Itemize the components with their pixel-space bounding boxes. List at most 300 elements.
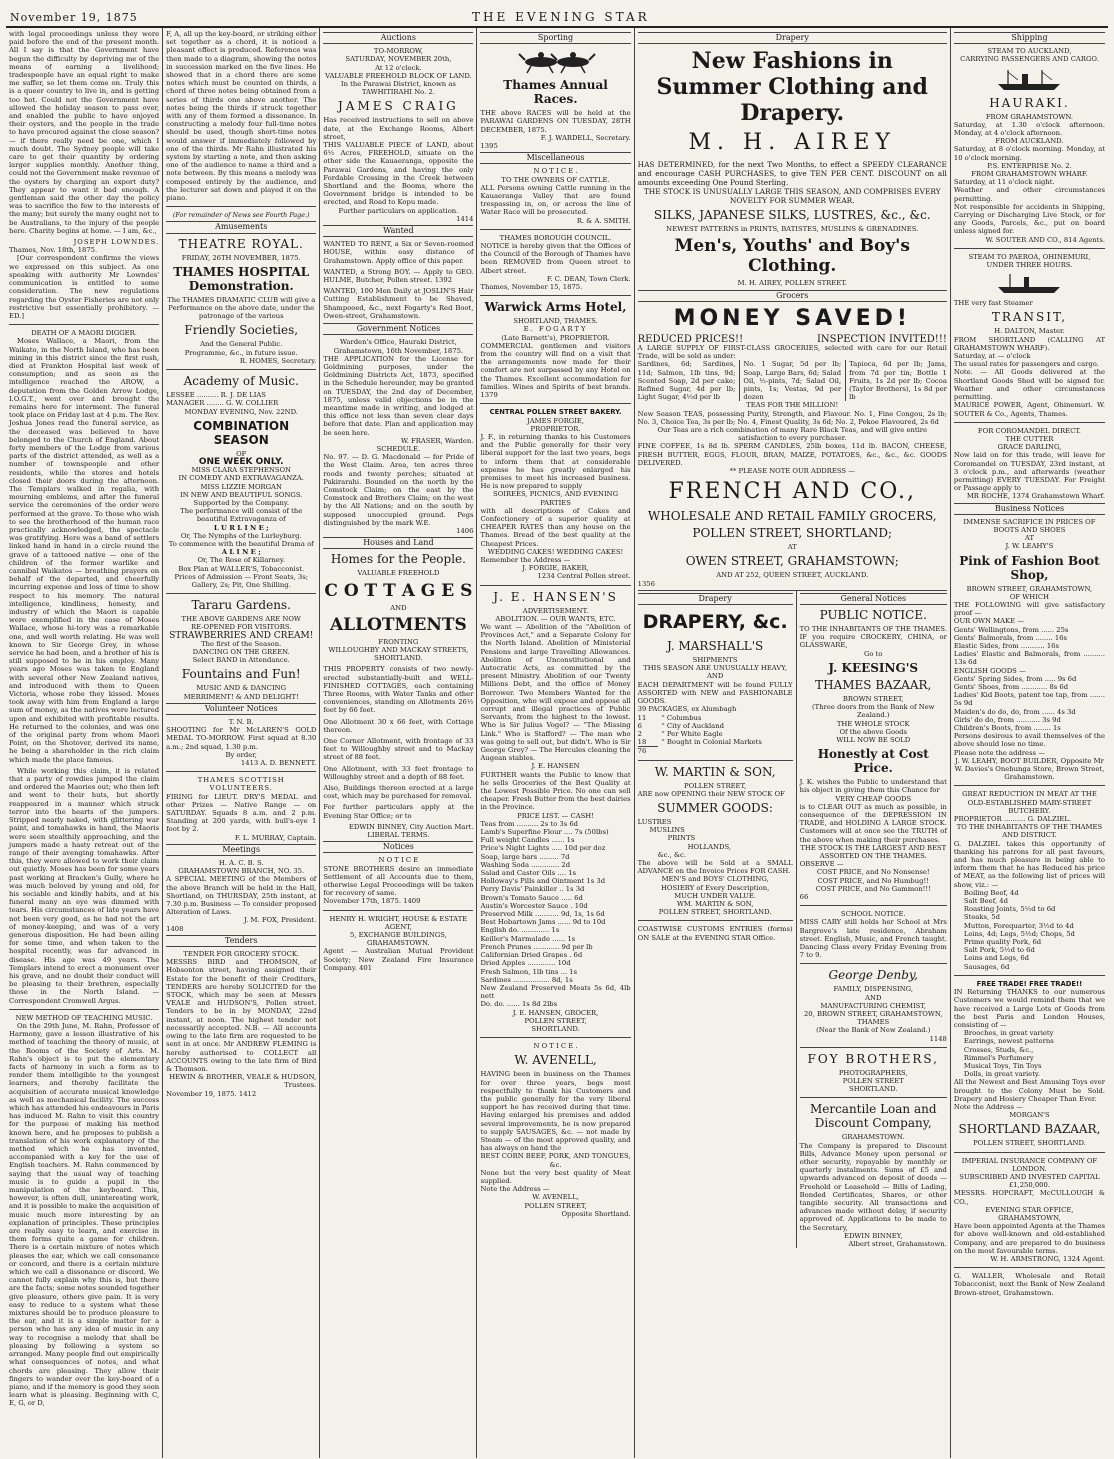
ad-heading: C O T T A G E S (324, 580, 473, 601)
ad-heading: STEAM TO PAEROA, OHINEMURI, UNDER THREE HOURS. (968, 252, 1091, 270)
section-header-meetings: Meetings (166, 844, 316, 856)
ad-heading: N O T I C E . (533, 1042, 578, 1051)
ad-text: MISS CARY still holds her School at Mrs Bargrove's late residence, Abraham street. English, Music, and French taught. Dancing Class every Friday Evening from 7 to 9. (799, 918, 947, 960)
article-text: On the 29th June, M. Rahn, Professor of Harmony, gave a lesson illustrative of his method of teaching the theory of music, at the Rooms of the Society of Arts. M. Rahn's object is to put the elementary facts of harmony in such a form as to render them intelligible to the youngest learners, and thereby facilitate the acquisition of accurate musical knowledge as well as mechanical facility. The success which has attended his endeavours in Paris has induced M. Rahn to visit this country for the purpose of making his method known here, and he proposes to publish a translation of his work explanatory of the method which he has invented, accompanied with a key for the use of English teachers. M. Rahn commenced by saying that the usual way of teaching music is to guide a pupil in the manipulation of the keyboard. This, however, is often dull, uninteresting work, and it is possible to make the acquisition of music much more interesting by an explanation of principles. These principles are really easy to learn, and exercise in them forms quite a game for children. There is a certain mixture of notes which pleases the ear, which we call consonance or concord, and there is a certain mixture which we call a dissonance or discord. We cannot fully explain why this is, but there are the facts; some notes sounded together give pleasure, others give pain. It is very easy to reduce to a system what these mixtures should be to produce pleasure to the ear, and it is a simple matter for a person who has any idea of music in any way to recognise a melody that shall be pleasing by following a system so arranged. Many people find out empirically what consequences of notes, and what chords are pleasing. They allow their fingers to wander over the key-board of a piano, and if the memory is good they soon learn what is pleasing. Beginning with C, E, G, or D, (9, 1021, 160, 1408)
ad-text: SHORTLAND, THAMES. (513, 317, 598, 326)
meat-price-item: Roasting Joints, 5½d to 6d (963, 905, 1056, 914)
shipment-row (638, 730, 793, 738)
ad-signature: 1413 A. D. BENNETT. (240, 759, 317, 767)
ad-text: WILL NOW BE SOLD (836, 735, 911, 744)
ad-text: SATURDAY, NOVEMBER 20th, (345, 55, 452, 64)
shipment-count: 2 (637, 729, 642, 738)
ad-heading: N O T I C E . (533, 167, 578, 176)
ad-heading: MONEY SAVED! (673, 305, 911, 331)
ad-heading: Thames Annual Races. (503, 78, 608, 107)
ad-text: Opposite Shortland. (561, 1209, 631, 1218)
column-3 (320, 28, 477, 1458)
ad-heading: IMMENSE SACRIFICE IN PRICES OF BOOTS AND SHOES (963, 517, 1096, 534)
ad-text: MESSRS BIRD and THOMSON, of Hobsonton street, having assigned their Estate for the benefit of their Creditors, TENDERS are hereby SOLICITED for the STOCK, which may be seen at Messrs VEALE and HUDSON'S, Pollen street. Tenders to be in by MONDAY, 22nd instant, at noon. The highest tender not necessarily accepted. N.B. — All accounts owing to the late firm are requested to be sent in at once. Mr ANDREW FLEMING is hereby authorised to COLLECT all ACCOUNTS owing to the late firm of Bird & Thomson. (166, 958, 317, 1073)
ad-text: Please note the address — (953, 748, 1046, 757)
article-heading: NEW METHOD OF TEACHING MUSIC. (15, 1013, 153, 1022)
ad-heading: THAMES HOSPITAL Demonstration. (173, 264, 310, 293)
ad-text: J. FORGIE, BAKER, (522, 564, 589, 573)
ad-text: IF you require CROCKERY, CHINA, or GLASSWARE, (799, 633, 947, 650)
grocery-prices: Tapioca, 6d per lb; Jams, from 7d per tin; Bottle 1 Fruits, 1s 2d per lb; Cocoa (Taylor Brothers), 1s 8d per lb (845, 360, 947, 401)
ad-signature: MR ROCHE, 1374 Grahamstown Wharf. (966, 492, 1106, 501)
ad-text: IN COMEDY AND EXTRAVAGANZA. (178, 474, 304, 483)
ad-text: AND AT 252, QUEEN STREET, AUCKLAND. (716, 571, 869, 580)
article-heading: DEATH OF A MAORI DIGGER. (31, 329, 137, 338)
ad-text: FROM AUCKLAND. (995, 137, 1064, 146)
ad-text: EACH DEPARTMENT will be found FULLY ASSORTED with NEW and FASHIONABLE GOODS. (637, 680, 793, 706)
price-list-item: Soap, large bars ......... 7d (480, 852, 570, 861)
ad-text: THE very fast Steamer (953, 299, 1033, 308)
price-list-item: French Prunes ............ 9d per lb (480, 942, 593, 951)
ad-text: THE above RACES will be held at the PARAWAI GARDENS ON TUESDAY, 28TH DECEMBER, 1875. (480, 109, 631, 134)
boots-price-item: Maiden's do do, do, from ...... 4s 3d (953, 707, 1076, 716)
ad-text: PROPRIETOR. (530, 424, 581, 433)
ad-text: 1234 Central Pollen street. (537, 572, 631, 581)
ad-text: Of the above Goods (839, 727, 907, 736)
ad-heading: TO THE INHABITANTS OF THE THAMES AND DISTRICT. (956, 823, 1103, 840)
ad-heading: THAMES SCOTTISH VOLUNTEERS. (197, 776, 285, 793)
ad-text: TO THE INHABITANTS OF THE THAMES. (799, 625, 947, 634)
ad-text: THE STOCK IS UNUSUALLY LARGE THIS SEASON, AND COMPRISES EVERY NOVELTY FOR SUMMER WEAR. (643, 187, 941, 206)
ad-heading: IMPERIAL INSURANCE COMPANY OF LONDON. (961, 1156, 1098, 1173)
meat-price-item: Sausages, 6d (963, 962, 1010, 971)
ad-heading: PUBLIC NOTICE. (819, 608, 927, 623)
ad-heading: WHOLESALE AND RETAIL FAMILY GROCERS, (647, 509, 937, 524)
ad-text: FROM GRAHAMSTOWN. (985, 112, 1074, 121)
ad-text: BEST CORN BEEF, PORK, AND TONGUES, &c. (480, 1152, 631, 1169)
ad-heading: Pink of Fashion Boot Shop, (959, 553, 1100, 582)
ad-text: MONDAY EVENING, Nov. 22ND. (184, 407, 298, 416)
ad-text: AT (1024, 534, 1034, 543)
ad-heading: SUMMER GOODS: (657, 800, 773, 815)
ad-heading: SILKS, JAPANESE SILKS, LUSTRES, &c., &c. (653, 208, 931, 223)
price-list-item: Holloway's Pills and Ointment 1s 3d (480, 877, 606, 886)
ad-text: ONE WEEK ONLY. (198, 456, 284, 467)
ad-heading: COMBINATION SEASON (193, 418, 290, 447)
price-list-item: English do. ............. 1s (480, 926, 560, 935)
ad-text: NEWEST PATTERNS in PRINTS, BATISTES, MUSLINS & GRENADINES. (666, 225, 919, 234)
ad-text: FROM SHORTLAND (CALLING AT GRAHAMSTOWN WHARF). (953, 335, 1106, 352)
shipment-row (638, 722, 793, 730)
ad-text: FINE COFFEE, 1s 8d lb. SPERM CANDLES, 25lb boxes, 11d lb. BACON, CHEESE, FRESH BUTTER, EGGS, FLOUR, BRAN, MAIZE, POTATOES, &c., &c., &c. GOODS DELIVERED. (637, 442, 947, 467)
boots-price-item: Gents' Balmorals, from ........ 16s (953, 633, 1068, 642)
masthead (6, 8, 1108, 28)
goods-list-item: Brooches, in great variety (963, 1029, 1054, 1038)
meat-price-item: Steaks, 5d (963, 913, 1000, 922)
ad-heading: HENRY H. WRIGHT, HOUSE & ESTATE AGENT, (329, 914, 468, 931)
article-text: Moses Wallace, a Maori, from the Waikato, in the North Island, who has been mining in this district since the first rush, died at Frankton Hospital last week of consumption; and as soon as the intelligence reached the AROW, a deputation from the Golden Arrow Lodge, I.O.G.T., went over and brought the remains here for interment. The funeral took place on Friday last at 4 p.m. The Rev. Joshua Jones read the funeral service, as the deceased was believed to have belonged to the Church of England. About forty members of the Lodge from various parts of the district attended, as well as a number of townspeople and other residents, while the stores and hotels closed their doors during the afternoon. The Templars walked in regalia, with mourning emblems, and after the funeral service the ceremonies of the order were performed at the grave. To those who wish to see the brotherhood of the human race practically acknowledged, the spectacle was gratifying. Here was a band of settlers linked hand in hand in a circle round the grave of a tattooed native — one of the children of the former warlike and cannibal Waikatos — breathing prayers on behalf of the departed, and cheerfully incurring expense and loss of time to show respect to his memory. The natural intelligence, kindliness, honesty, and industry of which the Maori is capable were exemplified in the case of Moses Wallace, whose hi-tory was a remarkable one, and well worth relating. He was well known to Sir George Grey, in whose service he had been, and a brother of his is still supposed to be in his employ. Many years ago Moses was taken to England with several other New Zealand natives, and introduced with them to Queen Victoria, whose robe they kissed. Moses took away with him from England a large sum of money, as the natives were lectured upon and exhibited with profitable results. He returned to the colonies, and was one of the original party from whom Maori Point, on the Shotover, derived its name, he being a shareholder in the rich claim which made the place famous. (9, 337, 160, 764)
ad-text: 20, BROWN STREET, GRAHAMSTOWN, THAMES (803, 1009, 943, 1027)
ad-heading: FREE TRADE! FREE TRADE!! (976, 979, 1083, 988)
ad-text: Persons desirous to avail themselves of the above should lose no time. (953, 732, 1106, 749)
steamship-icon (994, 68, 1064, 92)
ad-text: Weather and other circumstances permitting. (953, 186, 1106, 203)
ad-text: IN Returning THANKS to our numerous Customers we would remind them that we have received a Large Lots of Goods from the best Paris and London Houses, consisting of — (953, 988, 1106, 1029)
ad-text: FURTHER wants the Public to know that he sells Groceries of the Best Quality at the Lowest Possible Price. No one can sell cheaper. Fresh Butter from the best dairies in the Province. (480, 770, 631, 812)
ad-heading: TENDER FOR GROCERY STOCK. (183, 950, 300, 959)
ad-text: None but the very best quality of Meat supplied. (480, 1168, 631, 1185)
ad-text: STRAWBERRIES AND CREAM! (169, 630, 314, 641)
price-list-item: Californian Dried Grapes . 6d (480, 951, 583, 960)
ad-text: Now laid on for this trade, will leave for Coromandel on TUESDAY, 23rd instant, at 3 o'clock p.m., and afterwards (weather permitting) EVERY TUESDAY. For Freight or Passage apply to (953, 451, 1106, 493)
price-list-item: Austin's Worcester Sauce . 10d (480, 901, 588, 910)
ad-text: LUSTRES (637, 817, 672, 826)
ad-text: (Late Barnett's), PROPRIETOR. (501, 333, 610, 342)
ad-signature: W. H. ARMSTRONG, 1324 Agent. (990, 1254, 1106, 1263)
ad-text: COASTWISE CUSTOMS ENTRIES (forms) ON SALE at the EVENING STAR Office. (637, 925, 793, 942)
ad-text: (Three doors from the Bank of New Zealand.) (812, 703, 935, 720)
ad-text: HOLLANDS, (687, 842, 732, 851)
ad-text: 5, EXCHANGE BUILDINGS, (349, 931, 447, 940)
ad-signature: R. & A. SMITH. (576, 216, 631, 225)
ad-heading: M. H. AIREY (688, 130, 896, 156)
ad-signature: F. C. DEAN, Town Clerk. (546, 274, 631, 283)
price-list-item: Fresh Salmon, 1lb tins ... 1s (480, 967, 577, 976)
ad-text: Saturday, at — o'clock (953, 352, 1031, 361)
ad-heading: DRAPERY, &c. (642, 611, 788, 634)
ad-heading: Fountains and Fun! (181, 667, 301, 682)
ad-text: To commence with the beautiful Drama of (168, 539, 314, 548)
shipments-total: 76 (638, 746, 658, 755)
ad-heading: Mercantile Loan and Discount Company, (809, 1102, 937, 1131)
column-1 (6, 28, 163, 1458)
ad-text: DANCING ON THE GREEN. (192, 647, 290, 656)
grocery-price-table (638, 360, 947, 401)
ad-text: MUCH UNDER VALUE. (674, 891, 756, 900)
ad-text: Remember the Address — (480, 555, 571, 564)
ad-signature: M. H. AIREY, POLLEN STREET. (737, 279, 847, 288)
ad-text: Our Teas are a rich combination of many Rare Black Teas, and will give entire satisfaction to every purchaser. (657, 426, 928, 443)
ad-text: 39 PACKAGES, ex Alumbagh (637, 705, 737, 714)
ad-text: THE ABOVE GARDENS ARE NOW (181, 615, 301, 624)
ad-text: PHOTOGRAPHERS, (838, 1068, 908, 1077)
ad-text: BROWN STREET, (842, 694, 904, 703)
ad-text: MISS CLARA STEPHENSON (191, 466, 291, 475)
article-text: F, A, all up the key-board, or striking either set together as a chord, it is noticed a pleasant effect is produced. Reference was then made to a diagram, showing the notes in succession marked on the five lines. He showed that in a chord there are some notes which must be counted on thirds, a chord of three notes being obtained from a series of thirds one above another. The notes being the thirds if struck together with any of them formed a dissonance. In constructing a melody four full-time notes should be used, though short-time notes would answer if immediately followed by one of the thirds. Mr Rahn illustrated his system by starting a note, and then asking one of the audience to name a third and a note between. By this means a melody was composed entirely by the audience, and the lecturer sat down and played it on the piano. (166, 30, 317, 203)
price-list-item: Salad and Castor Oils .... 1s (480, 869, 577, 878)
ad-text: The THAMES DRAMATIC CLUB will give a Performance on the above date, under the patronage of the various (167, 295, 316, 321)
price-list-item: Best Hobartown Jams ...... 9d to 10d (480, 918, 606, 927)
ad-heading: GREAT REDUCTION IN MEAT AT THE OLD-ESTABLISHED MARY-STREET BUTCHERY. (962, 790, 1097, 815)
ad-text: MEN'S and BOYS' CLOTHING, (661, 875, 769, 884)
price-list-item: Keiller's Marmalade ...... 1s (480, 934, 576, 943)
ad-text: GRAHAMSTOWN. (841, 1133, 905, 1142)
ad-text: WANTED, 100 Men Daily at JOSLIN'S Hair Cutting Establishment to be Shaved, Shampooed, &c., next Fogarty's Red Boot, Owen-street, Grahamstown. (323, 287, 474, 320)
ad-text: Warden's Office, Hauraki District, Grahamstown, 16th November, 1875. (333, 338, 464, 355)
shipment-source: " Bought in Colonial Markets (661, 738, 762, 747)
ad-heading: J. E. HANSEN'S (493, 589, 618, 604)
ad-text: WILLOUGHBY AND MACKAY STREETS, SHORTLAND. (328, 645, 469, 663)
shipments-list (638, 714, 793, 747)
ad-signature: W. FRASER, Warden. (400, 436, 474, 445)
ad-text: COMMERCIAL gentlemen and visitors from the country will find on a visit that the arrangements now made for their comfort are not surpassed by any Hotel on the Thames. Excellent accommodation for families. Wines and Spirits of best brands. 1379 (480, 341, 631, 400)
boots-price-item: Ladies' Kid Boots, patent toe tap, from ....... 5s 9d (953, 691, 1106, 708)
ad-number: 66 (799, 892, 809, 901)
ad-text: One Allotment 30 x 66 feet, with Cottage thereon. (323, 717, 474, 734)
ad-text: J. K. wishes the Public to understand that his object in giving them this Chance for (799, 778, 947, 795)
ad-text: (Near the Bank of New Zealand.) (816, 1026, 931, 1035)
price-list (480, 820, 630, 1009)
section-header-auctions: Auctions (323, 32, 473, 44)
goods-list-item: Dolls, in great variety. (963, 1070, 1041, 1079)
letter-signature: JOSEPH LOWNDES. (73, 238, 160, 247)
shipment-count: 6 (637, 721, 642, 730)
ad-heading: THAMES BAZAAR, (815, 677, 932, 692)
ad-text: MESSRS. HOPCRAFT, McCULLOUGH & CO., (953, 1189, 1106, 1206)
price-list-item: Washing Soda ............. 2d (480, 860, 571, 869)
ad-date: Thames, November 15, 1875. (480, 283, 583, 292)
ad-text: MUSIC AND & DANCING (196, 684, 287, 693)
continued-note: (For remainder of News see Fourth Page.) (172, 211, 310, 220)
ad-text: FAMILY, DISPENSING, (833, 985, 914, 994)
ad-text: We want — Abolition of the "Abolition of Provinces Act," and a Separate Colony for the North Island. Abolition of Ministerial Pensions and large Travelling Allowances. Abolition of Unconstitutional and Autocratic Acts, as committed by the present Ministry. Abolition of our Twenty Millions Debt, and the office of Money Borrower. Two Members Wanted for the Opposition, who will expose and oppose all corrupt and illegal practices of Public Servants, from the highest to the lowest. Who is Sir Julius Vogel? — "The Missing Link." Who is Stafford? — The man who was going to sell out, but didn't. Who is Sir George Grey? — The Hercules cleaning the Augean stables. (480, 622, 631, 763)
boots-price-list (954, 626, 1105, 733)
ad-text: MANAGER ........ G. W. COLLIER (166, 399, 279, 408)
ad-text: J. E. HANSEN, GROCER, (512, 1008, 599, 1017)
ad-text: RE-OPENED FOR VISITORS. (191, 623, 292, 632)
ad-text: EVENING STAR OFFICE, (985, 1205, 1074, 1214)
masthead-title: THE EVENING STAR (472, 10, 650, 24)
ad-heading: J. KEESING'S (828, 660, 919, 675)
ad-text: IN NEW AND BEAUTIFUL SONGS. (180, 490, 303, 499)
ad-text: PRINTS (667, 834, 696, 843)
ad-text: VALUABLE FREEHOLD (357, 569, 440, 578)
ad-text: POLLEN STREET, SHORTLAND. (973, 1139, 1086, 1148)
shipment-row (638, 714, 793, 722)
ad-text: The Company is prepared to Discount Bills, Advance Money upon personal or other security, repayable by monthly or quarterly instalments. Sums of £5 and upwards advanced on deposit of deeds — Freehold or Leasehold — Bills of Lading, Bonded Certificates, Shares, or other tangible security. All transactions and advances made without delay, if security approved of. Applications to be made to the Secretary, (799, 1141, 947, 1232)
ad-text: Note the Address — (480, 1185, 550, 1194)
ad-text: WANTED TO RENT, a Six or Seven-roomed HOUSE, within easy distance of Grahamstown. Apply office of this paper. (323, 240, 474, 265)
ad-text: Or, The Nymphs of the Lurleyburg. (180, 531, 302, 540)
ad-text: TO-MORROW, (373, 47, 423, 56)
ad-text: E. FOGARTY (523, 325, 588, 334)
ad-text: WEDDING CAKES! WEDDING CAKES! (487, 547, 624, 556)
grocery-prices: Sardines, 6d; Sardines, 11d; Salmon, 1lb tins, 9d; Scented Soap, 2d per cake; Refined Sugar, 4d per lb; Light Sugar, 4½d per lb (637, 360, 736, 402)
ad-heading: FRENCH AND CO., (668, 479, 916, 505)
ad-heading: FOR COROMANDEL DIRECT. (977, 426, 1081, 435)
ad-text: COST PRICE, and No Nonsense! (816, 868, 930, 877)
ad-text: L U R L I N E ; (213, 523, 269, 532)
ad-text: A L I N E ; (221, 548, 261, 557)
ad-heading: Warwick Arms Hotel, (484, 300, 627, 315)
ad-text: ** PLEASE NOTE OUR ADDRESS — (729, 467, 855, 476)
ad-heading: Honestly at Cost Price. (817, 747, 929, 776)
ad-text: Not responsible for accidents in Shipping, Carrying or Discharging Live Stock, or for any Goods, Parcels, &c., put on board unless signed for. (953, 202, 1106, 236)
ad-heading: SCHEDULE. (376, 444, 421, 453)
ad-text: One Corner Allotment, with frontage of 33 feet to Willoughby street and to Mackay street of 88 feet. (323, 737, 474, 762)
meat-price-item: Salt Beef, 4d (963, 897, 1008, 906)
price-list-item: Dried Apples ............. 10d (480, 959, 571, 968)
ad-text: HAVING been in business on the Thames for over three years, begs most respectfully to thank his Customers and the public generally for the very liberal support he has received during that time. Having enlarged his premises and added several improvements, he is now prepared to supply SAUSAGES, &c. — not made by Steam — of the most approved quality, and has always on hand the (480, 1070, 631, 1153)
goods-list-item: Musical Toys, Tin Toys (963, 1061, 1042, 1070)
ad-number: 1406 (456, 526, 474, 535)
ad-text: Have been appointed Agents at the Thames for above well-known and old-established Company, and are prepared to do business on the most favourable terms. (953, 1222, 1106, 1255)
ad-text: P.S. ENTERPRISE No. 2. (987, 161, 1072, 170)
lower-split (638, 590, 947, 1248)
section-header-volunteer: Volunteer Notices (166, 703, 316, 715)
shipment-source: " City of Auckland (661, 721, 724, 730)
ad-heading: TRANSIT, (991, 310, 1068, 325)
ad-text: THIS SEASON ARE UNUSUALLY HEAVY, AND (643, 664, 788, 681)
ad-signature: W. SOUTER AND CO., 814 Agents. (985, 235, 1106, 244)
shipment-row (638, 738, 793, 746)
ad-heading: W. MARTIN & SON, (654, 764, 776, 779)
ad-text: COST PRICE, and No Humbug!! (817, 876, 929, 885)
ad-signature: EDWIN BINNEY, (844, 1231, 903, 1240)
ad-text: J. W. LEAHY'S (1005, 542, 1054, 551)
ad-heading: Tararu Gardens. (191, 598, 291, 613)
ad-text: Albert street, Grahamstown. (848, 1240, 947, 1249)
ad-heading: T. N. B. (228, 717, 254, 726)
column-2 (163, 28, 320, 1458)
ad-text: &c., &c. (657, 850, 686, 859)
ad-text: Prices of Admission — Front Seats, 3s; Gallery, 2s; Pit, One Shilling. (174, 572, 309, 589)
boots-price-item: Gents' Wellingtons, from ...... 25s (953, 625, 1069, 634)
ad-text: SHORTLAND. (531, 1024, 580, 1033)
ad-text: OF (236, 449, 247, 458)
ad-number: 1395 (480, 142, 498, 151)
shipment-count: 18 (637, 738, 647, 747)
ad-heading: CENTRAL POLLEN STREET BAKERY. (489, 408, 622, 417)
ad-text: MAURICE POWER, Agent, Ohinemuri. W. SOUTER & Co., Agents, Thames. (953, 401, 1106, 418)
ad-text: THE STOCK IS THE LARGEST AND BEST ASSORTED ON THE THAMES. (800, 843, 947, 860)
ad-heading: Men's, Youths' and Boy's Clothing. (674, 236, 910, 277)
ad-text: SHOOTING for Mr McLAREN'S GOLD MEDAL TO-MORROW. First squad at 8.30 a.m.; 2nd squad, 1.30 p.m. (166, 726, 317, 751)
ad-text: POLLEN STREET, (524, 1201, 587, 1210)
meat-price-item: Mutton, Forequarter, 3½d to 4d (963, 921, 1074, 930)
ad-text: FRONTING (378, 637, 419, 646)
ad-text: FRIDAY, 26TH NOVEMBER, 1875. (181, 253, 301, 262)
ad-text: OBSERVE — (799, 860, 844, 869)
horse-racing-icon (511, 48, 601, 74)
ad-text: SOIREES, PICNICS, AND EVENING PARTIES (493, 490, 619, 507)
editor-note: [Our correspondent confirms the views we expressed on this subject. As one speaking with authority Mr Lowndes' communication is entitled to some consideration. The new regulations regarding the Oyster Fisheries are not only restrictive but essentially prohibitory. — ED.] (9, 254, 160, 320)
ad-signature: J. M. FOX, President. (244, 916, 317, 925)
ad-text: POLLEN STREET, SHORTLAND. (658, 908, 772, 917)
boots-price-item: Girls' do do, from ........... 3s 9d (953, 715, 1061, 724)
shipment-source: " Columbus (661, 713, 702, 722)
ad-text: CARRYING PASSENGERS AND CARGO. (960, 55, 1099, 64)
ad-text: Saturday, at 1.30 o'clock afternoon. Monday, at 4 o'clock afternoon. (953, 120, 1106, 138)
ad-text: THIS PROPERTY consists of two newly-erected substantially-built and WELL-FINISHED COTTAGES, each containing Three Rooms, with Water Tanks and other conveniences, standing on Allotments 26½ feet by 66 feet. (323, 665, 474, 715)
ad-heading: PRICE LIST. — CASH! (517, 811, 594, 820)
ad-text: ARE now OPENING their NEW STOCK OF (637, 789, 785, 798)
meat-price-item: Salt Pork, 5½d to 6d (963, 946, 1035, 955)
section-header-notices: Notices (323, 841, 473, 853)
ad-heading: Friendly Societies, (184, 323, 299, 338)
ad-text: Note. — All Goods delivered at the Shortland Goods Shed will be signed for. Weather and other circumstances permitting. (953, 368, 1106, 402)
ad-date: November 19, 1875. 1412 (166, 1089, 257, 1098)
ad-heading: W. AVENELL, (514, 1053, 597, 1068)
ad-text: MORGAN'S (1009, 1111, 1050, 1120)
price-list-item: Perry Davis' Painkiller .. 1s 3d (480, 885, 585, 894)
ad-heading: JAMES CRAIG (338, 99, 459, 114)
column-5-6 (635, 28, 951, 1458)
ad-heading: VALUABLE FREEHOLD BLOCK OF LAND. (325, 71, 472, 80)
ad-text: A LARGE SUPPLY OF FIRST-CLASS GROCERIES, selected with care for our Retail Trade, will be sold as under: (637, 344, 947, 361)
ad-text: SUBSCRIBED AND INVESTED CAPITAL £1,250,000. (959, 1172, 1100, 1190)
ad-text: FIRING for LIEUT. DRY'S MEDAL and other Prizes — Native Range — on SATURDAY. Squads 8 a.m. and 2 p.m. Standing at 200 yards, with bull's-eye 1 foot by 2. (166, 792, 317, 834)
boots-price-item: Gents' Shoes, from ............ 8s 6d (953, 682, 1069, 691)
ad-text: Go to (863, 649, 883, 658)
ad-text: The usual rates for passengers and cargo. (953, 360, 1099, 369)
ad-text: The performance will consist of the beautiful Extravaganza of (180, 507, 303, 524)
ad-signature: F. L. MURRAY, Captain. (234, 833, 317, 842)
meat-price-item: Prime quality Pork, 6d (963, 938, 1042, 947)
ad-text: A SPECIAL MEETING of the Members of the above Branch will be held in the Hall, Shortland, on THURSDAY, 25th instant, at 7.30 p.m. Business — To consider proposed Alteration of Laws. (166, 875, 317, 917)
boots-price-item: Gents' Spring Sides, from ..... 9s 6d (953, 674, 1077, 683)
ad-signature: R. HOMES, Secretary. (239, 356, 317, 365)
ad-text: Agent — Australian Mutual Provident Society; New Zealand Fire Insurance Company. 401 (323, 947, 474, 972)
ad-text: INSPECTION INVITED!!! (816, 333, 947, 345)
ad-heading: Homes for the People. (330, 552, 466, 567)
ad-text: Has received instructions to sell on above date, at the Exchange Rooms, Albert street, (323, 116, 474, 141)
ad-text: Saturday, at 8 o'clock morning. Monday, at 10 o'clock morning. (953, 145, 1106, 162)
ad-text: W. AVENELL, (532, 1193, 579, 1202)
general-notices-subcolumn (797, 591, 947, 1248)
ad-heading: ALLOTMENTS (329, 614, 467, 635)
drapery-subcolumn (638, 591, 797, 1248)
ad-text: THIS VALUABLE PIECE of LAND, about 6½ Acres, FREEHOLD, situate on the other side the Kauaeranga, opposite the Parawai Gardens, and having the only Fordable Crossing in the Creek between Shortland and the Booms, where the Government bridge is intended to be erected, and Road to Kopu made. (323, 141, 474, 207)
price-list-item: Lamb's Superfine Flour .... 7s (50lbs) (480, 828, 609, 837)
ad-signature: F. J. WARDELL, Secretary. (540, 133, 631, 142)
ad-subheading (637, 333, 947, 345)
section-header-drapery: Drapery (638, 32, 947, 44)
meat-price-item: Boiling Beef, 4d (963, 888, 1019, 897)
meat-price-item: Loins and Legs, 6d (963, 954, 1029, 963)
ad-date: November 17th, 1875. 1409 (323, 897, 421, 906)
ad-text: with all descriptions of Cakes and Confectionery of a superior quality at CHEAPER RATES than any house on the Thames. Bread of the best quality at the Cheapest Prices. (480, 506, 631, 548)
ad-text: OUR OWN MAKE — (953, 617, 1024, 626)
ad-text: STONE BROTHERS desire an immediate Settlement of all Accounts due to them, otherwise Legal Proceedings will be taken for recovery of same. (323, 864, 474, 898)
ad-text: The above will be Sold at a SMALL ADVANCE on the Invoice Prices FOR CASH. (637, 858, 793, 876)
ad-heading: TEAS FOR THE MILLION! (746, 401, 839, 410)
ad-text: ADVERTISEMENT. (522, 606, 589, 615)
ad-heading: TO THE OWNERS OF CATTLE. (501, 175, 610, 184)
shipment-source: " Per White Eagle (661, 729, 723, 738)
section-header-tenders: Tenders (166, 935, 316, 947)
ad-text: G. DALZIEL takes this opportunity of thanking his patrons for all past favours, and has much pleasure in being able to inform them that he has Reduced his price of MEAT, as the following list of prices will show, viz.: — (953, 839, 1106, 889)
ad-text: GRAHAMSTOWN, (998, 1213, 1061, 1222)
ad-number: 1414 (456, 214, 474, 223)
section-header-amusements: Amusements (166, 221, 316, 233)
ad-text: H. DALTON, Master. (994, 327, 1065, 336)
price-list-item: Sardines ................. 8d, 1s (480, 975, 573, 984)
goods-list-item: Earrings, newest patterns (963, 1037, 1054, 1046)
ad-text: All the Newest and Best Amusing Toys ever brought to the Colony Must be Sold. Drapery and Hosiery Cheaper Than Ever. (953, 1078, 1106, 1103)
ad-text: Further particulars on application. (338, 206, 459, 215)
ad-text: PROPRIETOR .......... G. DALZIEL. (953, 815, 1072, 824)
ad-heading: THEATRE ROYAL. (178, 236, 304, 251)
ad-signature: J. W. LEAHY, BOOT BUILDER, Opposite Mr W. Davies's Onehunga Store, Brown Street, Grahamstown. (954, 756, 1105, 782)
ad-signature: WM. MARTIN & SON, (676, 899, 754, 908)
goods-list-item: Rimmel's Perfumery (963, 1053, 1034, 1062)
ad-number: 1356 (637, 579, 655, 588)
ad-text: HOSIERY of Every Description, (660, 883, 770, 892)
ad-heading: ABOLITION. — OUR WANTS, ETC. (495, 614, 616, 623)
ad-text: THE APPLICATION for the License for Goldmining purposes, under the Goldmining Districts Act, 1873, specified in the Schedule hereunder, may be granted on TUESDAY, the 2nd day of December, 1875, unless valid objections be in the meantime made in writing, and lodged at this office not less than seven clear days before that date. Plan and application may be seen here. (323, 354, 474, 437)
ad-text: J. F., in returning thanks to his Customers and the Public generally for their very liberal support for the last two years, begs to inform them that at considerable expense he has greatly enlarged his premises to meet his increased business. He is now prepared to supply (480, 432, 631, 491)
ad-text: THE WHOLE STOCK (836, 719, 910, 728)
section-header-business: Business Notices (954, 503, 1105, 515)
ad-heading: N O T I C E (378, 856, 419, 865)
goods-list-item: Crosses, Studs, &c., (963, 1045, 1034, 1054)
ad-text: New Season TEAS, possessing Purity, Strength, and Flavour. No. 1, Fine Congou, 2s lb; No. 3, Choice Tea, 3s per lb; No. 4, Finest Quality, 3s 6d; No. 2, Pekoe Flavoured, 2s 6d (637, 409, 947, 426)
